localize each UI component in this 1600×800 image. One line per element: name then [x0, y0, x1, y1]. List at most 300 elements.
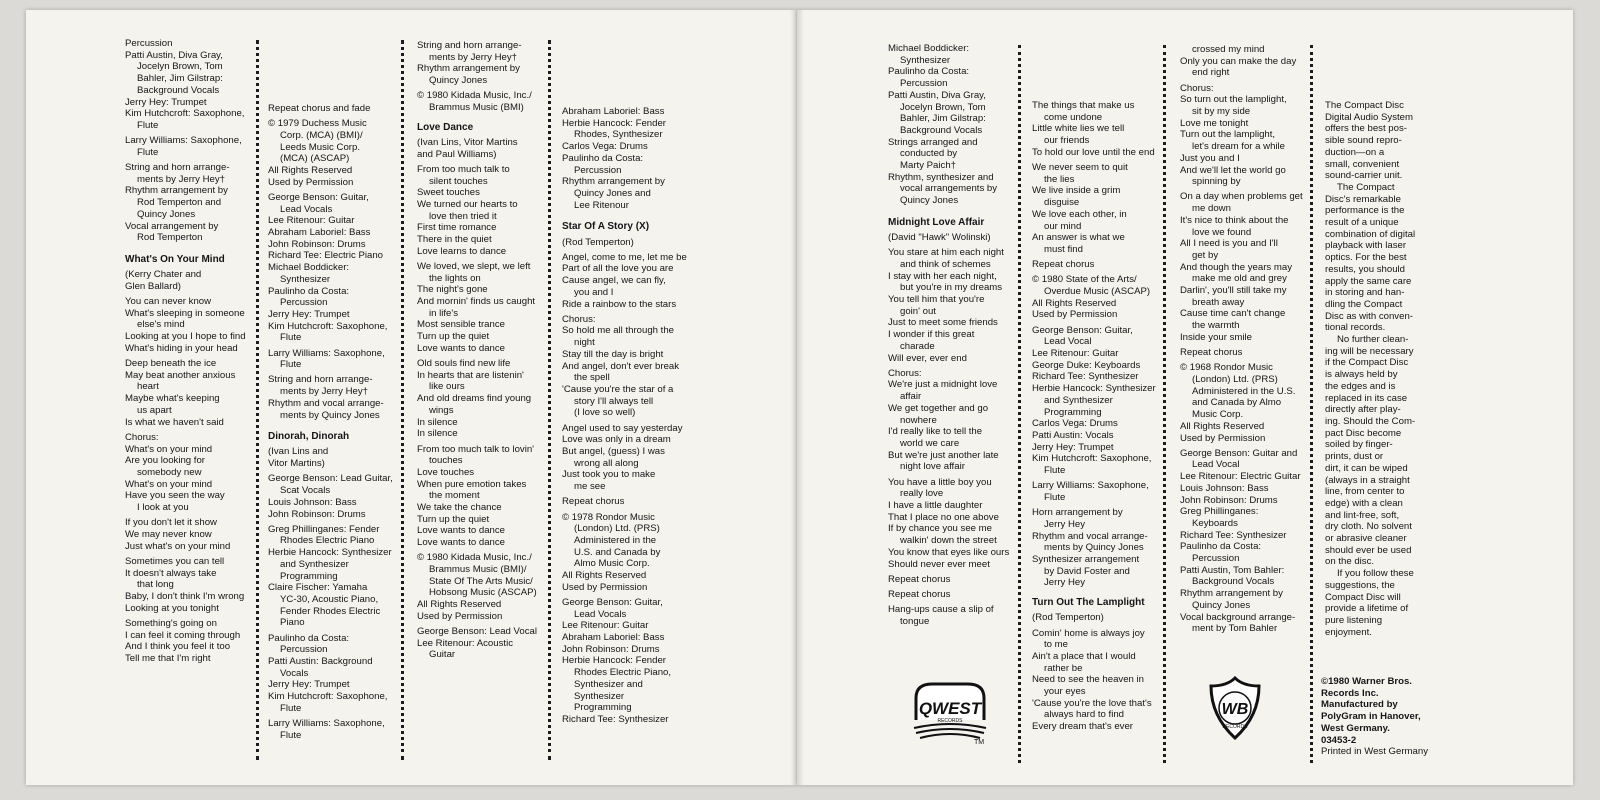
text-line: prints, dust or — [1325, 451, 1384, 463]
text-line: like ours — [429, 381, 465, 393]
text-line: Jerry Hey: Trumpet — [268, 679, 350, 691]
text-line: Lee Ritenour — [574, 199, 629, 211]
song-title — [562, 221, 694, 233]
text-block — [888, 574, 1014, 586]
text-block — [125, 296, 253, 355]
text-block — [1325, 100, 1443, 638]
text-line: Are you looking for — [125, 455, 205, 467]
text-line: the lights on — [429, 272, 481, 284]
text-line: story I'll always tell — [574, 395, 654, 407]
text-line: or abrasive cleaner — [1325, 533, 1407, 545]
text-line: Looking at you I hope to find — [125, 331, 246, 343]
text-line: Kim Hutchcroft: Saxophone, — [268, 691, 388, 703]
text-block — [888, 247, 1014, 364]
text-line: directly after play- — [1325, 404, 1401, 416]
dotted-divider — [1018, 45, 1021, 763]
text-line: Turn up the quiet — [417, 513, 490, 525]
text-line: suggestions, the — [1325, 579, 1395, 591]
text-line: spinning by — [1192, 176, 1241, 188]
text-line: Paulinho da Costa: — [268, 632, 350, 644]
text-line: John Robinson: Drums — [562, 643, 660, 655]
text-line: Corp. (MCA) (BMI)/ — [280, 129, 363, 141]
text-line: Percussion — [1192, 553, 1240, 565]
text-line: Kim Hutchcroft: Saxophone, — [268, 320, 388, 332]
text-line: Percussion — [900, 78, 948, 90]
text-line: What's hiding in your head — [125, 342, 238, 354]
text-line: Synthesizer — [280, 273, 331, 285]
text-line: Ride a rainbow to the stars — [562, 298, 677, 310]
text-block — [268, 118, 396, 188]
text-line: Love was only in a dream — [562, 434, 671, 446]
text-line: Old souls find new life — [417, 358, 511, 370]
text-line: In silence — [417, 428, 458, 440]
text-line: duction—on a — [1325, 146, 1385, 158]
text-line: Chorus: — [125, 431, 159, 443]
text-line: (Rod Temperton) — [562, 236, 634, 248]
text-line: Rhythm arrangement by — [1180, 588, 1283, 600]
text-block — [562, 496, 694, 508]
text-line: YC-30, Acoustic Piano, — [280, 593, 379, 605]
text-line: Marty Paich† — [900, 160, 956, 172]
text-line: the edges and is — [1325, 380, 1396, 392]
printed-in-text: Printed in West Germany — [1321, 746, 1428, 758]
text-block — [1180, 44, 1310, 79]
text-line: our friends — [1044, 135, 1090, 147]
text-block — [417, 552, 545, 622]
text-line: ments by Quincy Jones — [280, 409, 380, 421]
text-line: Love wants to dance — [417, 525, 506, 537]
text-block — [1180, 191, 1310, 343]
text-line: Rod Temperton — [137, 232, 203, 244]
text-line: Ain't a place that I would — [1032, 650, 1136, 662]
text-line: Overdue Music (ASCAP) — [1044, 286, 1151, 298]
text-line: We get together and go — [888, 402, 989, 414]
text-line: © 1968 Rondor Music — [1180, 362, 1273, 374]
text-line: else's mind — [137, 319, 185, 331]
song-title-text: Love Dance — [417, 121, 474, 133]
text-line: The Compact — [1337, 181, 1395, 193]
text-line: results, you should — [1325, 263, 1405, 275]
text-line: 'Cause you're the star of a — [562, 383, 674, 395]
text-line: Bahler, Jim Gilstrap: — [900, 113, 986, 125]
text-line: soiled by finger- — [1325, 439, 1393, 451]
text-line: Michael Boddicker: — [888, 43, 970, 54]
text-block — [1032, 480, 1160, 503]
text-line: Music Corp. — [1192, 409, 1244, 421]
text-line: Abraham Laboriel: Bass — [562, 632, 665, 644]
text-line: ing will be necessary — [1325, 345, 1414, 357]
text-line: make me old and grey — [1192, 273, 1287, 285]
text-line: the moment — [429, 490, 480, 502]
text-line: world we care — [900, 438, 960, 449]
text-line: Chorus: — [888, 367, 922, 379]
text-block — [268, 473, 396, 520]
booklet-fold — [790, 10, 804, 785]
text-line: Percussion — [574, 164, 622, 176]
text-line: May beat another anxious — [125, 369, 236, 381]
text-line: To hold our love until the end — [1032, 146, 1155, 158]
credit-line: Manufactured by — [1321, 699, 1398, 711]
text-line: Jocelyn Brown, Tom — [137, 61, 223, 73]
text-line: Compact Disc will — [1325, 591, 1401, 603]
lyrics-column-5 — [888, 43, 1014, 628]
text-line: Maybe what's keeping — [125, 393, 220, 405]
text-line: The things that make us — [1032, 100, 1135, 111]
text-line: I look at you — [137, 502, 189, 514]
text-line: Chorus: — [562, 313, 596, 325]
text-line: And angel, don't ever break — [562, 360, 680, 372]
text-line: Chorus: — [1180, 82, 1214, 94]
text-line: Rhythm arrangement by — [562, 176, 665, 188]
text-line: Piano — [280, 617, 305, 629]
text-line: George Duke: Keyboards — [1032, 359, 1141, 371]
text-line: performance is the — [1325, 205, 1405, 217]
text-line: Louis Johnson: Bass — [268, 496, 357, 508]
text-line: Just to meet some friends — [888, 317, 998, 329]
text-line: I stay with her each night, — [888, 270, 997, 282]
text-line: come undone — [1044, 111, 1103, 123]
text-line: always hard to find — [1044, 709, 1124, 721]
lyrics-column-2 — [268, 103, 396, 741]
text-line: 'Cause you're the love that's — [1032, 697, 1152, 709]
text-line: Flute — [137, 119, 159, 131]
text-line: So turn out the lamplight, — [1180, 94, 1287, 106]
lyrics-column-7 — [1180, 44, 1310, 635]
text-line: Herbie Hancock: Fender — [562, 117, 666, 129]
text-line: Paulinho da Costa: — [1180, 541, 1262, 553]
text-line: sit by my side — [1192, 106, 1251, 118]
text-line: Synthesizer arrangement — [1032, 554, 1140, 566]
text-line: dling the Compact — [1325, 298, 1403, 310]
text-line: wings — [429, 404, 454, 416]
text-line: And mornin' finds us caught — [417, 296, 536, 308]
text-line: Stay till the day is bright — [562, 348, 664, 360]
text-line: Flute — [280, 359, 302, 371]
text-line: get by — [1192, 249, 1219, 261]
text-line: your eyes — [1044, 686, 1086, 698]
text-block — [125, 269, 253, 292]
text-line: our mind — [1044, 220, 1082, 232]
text-block — [1032, 274, 1160, 321]
text-line: Jerry Hey — [1044, 518, 1086, 530]
text-line: Fender Rhodes Electric — [280, 605, 381, 617]
text-line: pure listening — [1325, 614, 1383, 626]
text-line: Patti Austin, Diva Gray, — [888, 89, 986, 101]
text-line: Herbie Hancock: Synthesizer — [268, 547, 392, 559]
text-line: © 1979 Duchess Music — [268, 118, 367, 130]
text-line: silent touches — [429, 175, 488, 187]
text-line: Flute — [137, 146, 159, 158]
text-line: We love each other, in — [1032, 208, 1127, 220]
text-line: Almo Music Corp. — [574, 558, 650, 570]
text-line: Claire Fischer: Yamaha — [268, 582, 368, 594]
text-block — [1032, 612, 1160, 624]
text-line: Quincy Jones — [1192, 599, 1251, 611]
text-line: All Rights Reserved — [417, 599, 502, 611]
text-line: Flute — [280, 729, 302, 741]
text-line: Administered in the — [574, 534, 657, 546]
text-line: heart — [137, 381, 159, 393]
warner-bros-records-logo — [1207, 676, 1263, 745]
text-line: All Rights Reserved — [1180, 420, 1265, 432]
text-line: And old dreams find young — [417, 393, 532, 405]
text-line: All Rights Reserved — [268, 165, 353, 177]
text-line: is always held by — [1325, 369, 1398, 381]
text-line: Flute — [280, 332, 302, 344]
text-line: Love wants to dance — [417, 342, 506, 354]
credit-line: 03453-2 — [1321, 734, 1357, 746]
text-line: Just what's on your mind — [125, 540, 231, 552]
text-line: crossed my mind — [1192, 44, 1265, 55]
text-block — [268, 446, 396, 469]
text-block — [888, 604, 1014, 627]
song-title-text: Star Of A Story (X) — [562, 221, 650, 233]
text-block — [268, 718, 396, 741]
text-line: should ever be used — [1325, 544, 1412, 556]
text-line: Flute — [1044, 492, 1066, 503]
text-line: And we'll let the world go — [1180, 164, 1286, 176]
text-line: combination of digital — [1325, 228, 1416, 240]
text-block — [417, 358, 545, 440]
text-line: String and horn arrange- — [125, 162, 230, 174]
text-line: Leeds Music Corp. — [280, 141, 360, 153]
text-line: to me — [1044, 639, 1068, 651]
text-line: All I need is you and I'll — [1180, 238, 1278, 250]
text-line: dry cloth. No solvent — [1325, 521, 1412, 533]
text-block — [562, 237, 694, 249]
text-line: Richard Tee: Synthesizer — [562, 713, 669, 725]
text-line: Larry Williams: Saxophone, — [125, 135, 242, 147]
text-line: What's on your mind — [125, 443, 213, 455]
text-line: You can never know — [125, 296, 212, 308]
text-line: love then tried it — [429, 210, 497, 222]
text-line: If you follow these — [1337, 568, 1414, 580]
text-line: must find — [1044, 243, 1083, 255]
song-title — [1032, 597, 1160, 609]
text-block — [125, 38, 253, 132]
text-line: Background Vocals — [137, 84, 220, 96]
text-block — [562, 423, 694, 493]
text-line: Repeat chorus — [562, 496, 625, 508]
text-line: Michael Boddicker: — [268, 262, 350, 274]
text-block — [888, 368, 1014, 473]
text-line: Patti Austin: Vocals — [1032, 429, 1114, 441]
text-line: Strings arranged and — [888, 136, 978, 148]
text-block — [417, 261, 545, 355]
text-line: you and I — [574, 286, 614, 298]
song-title — [268, 431, 396, 443]
text-line: Carlos Vega: Drums — [1032, 418, 1118, 430]
text-block — [1180, 83, 1310, 188]
text-line: Rhythm and vocal arrange- — [1032, 530, 1148, 542]
text-line: ments by Jerry Hey† — [280, 386, 368, 398]
text-line: Richard Tee: Synthesizer — [1032, 371, 1139, 383]
text-line: edge) with a clean — [1325, 497, 1403, 509]
lyrics-column-3 — [417, 40, 545, 661]
text-block — [268, 103, 396, 115]
text-line: Something's going on — [125, 617, 217, 629]
text-line: Synthesizer — [900, 54, 951, 66]
credit-line: West Germany. — [1321, 722, 1390, 734]
text-line: Hobsong Music (ASCAP) — [429, 587, 537, 599]
text-line: Richard Tee: Synthesizer — [1180, 529, 1287, 541]
text-line: result of a unique — [1325, 217, 1399, 229]
text-line: Sweet touches — [417, 187, 480, 199]
text-block — [1032, 100, 1160, 159]
dotted-divider — [1163, 45, 1166, 763]
wb-records-label: RECORDS — [1222, 724, 1248, 730]
text-line: Quincy Jones — [137, 208, 196, 220]
credit-line: PolyGram in Hanover, — [1321, 711, 1421, 723]
text-line: optics. For the best — [1325, 252, 1407, 264]
text-line: Abraham Laboriel: Bass — [562, 106, 665, 117]
text-line: Lee Ritenour: Electric Guitar — [1180, 471, 1301, 483]
text-line: © 1980 Kidada Music, Inc./ — [417, 90, 532, 102]
text-line: sible sound repro- — [1325, 135, 1402, 147]
text-line: Comin' home is always joy — [1032, 627, 1145, 639]
text-line: and Paul Williams) — [417, 148, 497, 160]
text-line: Patti Austin, Diva Gray, — [125, 49, 223, 61]
text-line: Rhodes, Synthesizer — [574, 129, 663, 141]
text-line: Deep beneath the ice — [125, 358, 217, 370]
text-line: What's sleeping in someone — [125, 307, 245, 319]
text-line: (London) Ltd. (PRS) — [574, 523, 660, 535]
text-block — [888, 43, 1014, 207]
text-line: really love — [900, 488, 944, 500]
text-line: Jerry Hey: Trumpet — [125, 96, 207, 108]
text-line: (David "Hawk" Wolinski) — [888, 232, 991, 244]
dotted-divider — [401, 40, 404, 760]
text-line: Paulinho da Costa: — [888, 66, 970, 78]
credit-line: ©1980 Warner Bros. — [1321, 676, 1412, 687]
copyright-credits — [1321, 676, 1456, 758]
text-line: but you're in my dreams — [900, 282, 1003, 294]
text-line: Paulinho da Costa: — [562, 152, 644, 164]
text-line: somebody new — [137, 466, 202, 478]
text-line: Larry Williams: Saxophone, — [1032, 480, 1149, 492]
text-line: Kim Hutchcroft: Saxophone, — [1032, 453, 1152, 465]
text-line: George Benson: Lead Guitar, — [268, 473, 393, 485]
text-line: and think of schemes — [900, 258, 991, 270]
text-line: and Canada by Almo — [1192, 397, 1282, 409]
text-line: The Compact Disc — [1325, 100, 1404, 111]
text-line: Carlos Vega: Drums — [562, 141, 648, 153]
text-block — [417, 164, 545, 258]
text-line: Lee Ritenour: Guitar — [562, 620, 649, 632]
text-line: goin' out — [900, 305, 936, 317]
text-line: enjoyment. — [1325, 626, 1372, 638]
text-line: Programming — [574, 702, 632, 714]
text-line: if the Compact Disc — [1325, 357, 1409, 369]
lyrics-column-4 — [562, 106, 694, 726]
text-block — [417, 40, 545, 87]
text-line: George Benson: Guitar, — [1032, 324, 1133, 336]
text-line: the spell — [574, 372, 610, 384]
text-line: disguise — [1044, 197, 1080, 209]
text-line: Vocal background arrange- — [1180, 611, 1296, 623]
text-line: (Rod Temperton) — [1032, 612, 1104, 624]
text-line: Louis Johnson: Bass — [1180, 482, 1269, 494]
text-line: end right — [1192, 67, 1230, 79]
text-line: Lead Vocal — [1192, 459, 1240, 471]
text-line: apply the same care — [1325, 275, 1412, 287]
text-line: John Robinson: Drums — [268, 238, 366, 250]
text-line: Sometimes you can tell — [125, 555, 225, 567]
text-line: State Of The Arts Music/ — [429, 575, 533, 587]
text-line: Rhythm and vocal arrange- — [268, 397, 384, 409]
text-line: © 1978 Rondor Music — [562, 511, 655, 523]
text-line: Greg Phillinganes: — [1180, 506, 1259, 518]
text-line: In hearts that are listenin' — [417, 369, 524, 381]
text-line: Brammus Music (BMI)/ — [429, 564, 527, 576]
text-line: Vocal arrangement by — [125, 220, 219, 232]
text-line: Brammus Music (BMI) — [429, 102, 524, 114]
text-line: small, convenient — [1325, 158, 1400, 170]
text-block — [125, 556, 253, 615]
text-line: Percussion — [280, 644, 328, 656]
text-block — [562, 106, 694, 211]
text-line: String and horn arrange- — [268, 374, 373, 386]
text-line: (Ivan Lins and — [268, 446, 329, 458]
text-line: Vitor Martins) — [268, 458, 325, 470]
text-line: Little white lies we tell — [1032, 123, 1125, 135]
text-line: Part of all the love you are — [562, 263, 674, 275]
credit-line: Records Inc. — [1321, 687, 1379, 699]
text-line: nowhere — [900, 414, 937, 426]
wb-letters: WB — [1221, 701, 1249, 718]
text-line: Used by Permission — [562, 581, 648, 593]
text-line: Cause time can't change — [1180, 308, 1286, 320]
text-line: dirt, it can be wiped — [1325, 462, 1408, 474]
text-line: line, from center to — [1325, 486, 1405, 498]
text-line: Lead Vocal — [1044, 336, 1092, 348]
text-block — [125, 135, 253, 158]
text-line: Need to see the heaven in — [1032, 674, 1145, 686]
text-line: love we found — [1192, 226, 1252, 238]
text-line: We're just a midnight love — [888, 379, 998, 391]
text-line: Flute — [280, 702, 302, 714]
text-line: on the disc. — [1325, 556, 1375, 568]
text-line: John Robinson: Drums — [268, 508, 366, 520]
text-line: We may never know — [125, 528, 212, 540]
text-line: the warmth — [1192, 320, 1240, 332]
text-line: Quincy Jones — [429, 75, 488, 87]
song-title-text: Dinorah, Dinorah — [268, 431, 350, 443]
text-line: But we're just another late — [888, 449, 999, 461]
text-line: offers the best pos- — [1325, 123, 1407, 135]
text-line: ments by Quincy Jones — [1044, 542, 1144, 554]
text-line: Jerry Hey: Trumpet — [268, 308, 350, 320]
song-title-text: Turn Out The Lamplight — [1032, 597, 1145, 609]
text-line: Lead Vocals — [574, 608, 627, 620]
text-line: Synthesizer — [574, 690, 625, 702]
text-line: Most sensible trance — [417, 319, 505, 331]
text-line: Turn up the quiet — [417, 331, 490, 343]
text-line: Herbie Hancock: Fender — [562, 655, 666, 667]
text-line: In silence — [417, 416, 458, 428]
text-block — [125, 517, 253, 552]
text-block — [1032, 259, 1160, 271]
text-line: me down — [1192, 203, 1231, 215]
text-block — [562, 314, 694, 419]
text-line: pact Disc become — [1325, 427, 1402, 439]
text-line: George Benson: Lead Vocal — [417, 626, 538, 638]
text-line: Guitar — [429, 649, 456, 661]
text-line: U.S. and Canada by — [574, 546, 661, 558]
text-line: Rhodes Electric Piano — [280, 535, 375, 547]
text-line: Angel used to say yesterday — [562, 422, 683, 434]
text-line: (Kerry Chater and — [125, 269, 202, 281]
